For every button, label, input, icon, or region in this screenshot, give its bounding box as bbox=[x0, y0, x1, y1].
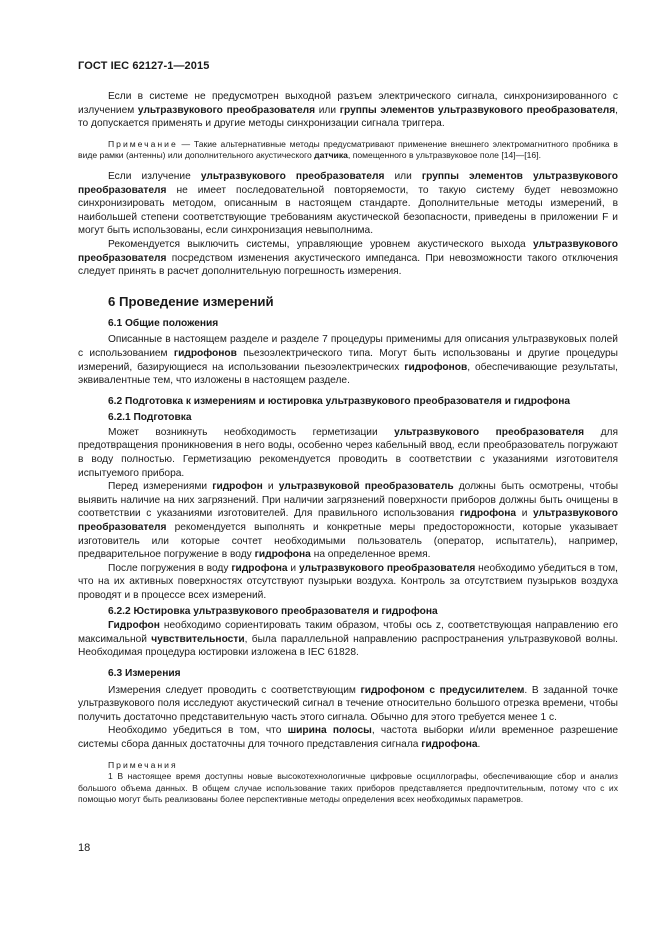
note-label: Примечание bbox=[108, 138, 178, 149]
text-run: , то допускается применять и другие методы синхронизации сигнала триггера. bbox=[78, 104, 618, 130]
text-run: необходимо сориентировать таким образом, чтобы ось z, соответствующая направлению его максимальной bbox=[78, 620, 618, 645]
text-run: и bbox=[262, 481, 279, 493]
bold-term: группы элементов ультразвукового преобразователя bbox=[78, 170, 619, 196]
paragraph-bubbles bbox=[78, 562, 618, 603]
text-run: необходимо убедиться в том, что на их активных поверхностях отсутствуют пузырьки воздуха. Контроль за отсутствием пузырьков воздуха проводят и в процессе всех измерений. bbox=[78, 562, 618, 601]
text-run: 1 В настоящее время доступны новые высокотехнологичные цифровые осциллографы, обеспечивающие сбор и анализ большого объема данных. В общем случае использование таких приборов представляется предпочтительным, потому что с их помощью могут быть реализованы более перспективные методы определения всех необходимых параметров. bbox=[78, 771, 618, 805]
bold-term: ультразвуковой преобразователь bbox=[278, 481, 454, 493]
text-run: рекомендуется выполнять и конкретные меры предосторожности, которые указывает изготовитель или которые сочтет необходимыми пользователь (оператор, испытатель), например, предварительное погружение в воду bbox=[78, 522, 618, 561]
paragraph-disable-systems bbox=[78, 238, 618, 279]
bold-term: ультразвукового преобразователя bbox=[137, 104, 316, 116]
paragraph-bandwidth bbox=[78, 724, 618, 751]
subsection-heading-6-2-2: 6.2.2 Юстировка ультразвукового преобразователя и гидрофона bbox=[108, 605, 438, 617]
subsection-heading-6-1: 6.1 Общие положения bbox=[108, 317, 219, 329]
bold-term: ультразвукового преобразователя bbox=[78, 238, 618, 264]
text-run: Если излучение bbox=[108, 170, 201, 182]
text-run: и bbox=[287, 562, 299, 574]
text-run: посредством изменения акустического импеданса. При невозможности такого отключения следует принять в расчет дополнительную погрешность измерения. bbox=[78, 252, 618, 278]
paragraph-measurements bbox=[78, 684, 618, 725]
text-run: или bbox=[384, 170, 422, 182]
text-run: Описанные в настоящем разделе и разделе 7 процедуры применимы для описания ультразвуковых полей с использованием bbox=[78, 334, 618, 359]
text-run: . В заданной точке ультразвукового поля исследуют акустический сигнал в течение относительно большого отрезка времени, чтобы получить достаточно представительную часть этого сигнала. Обычно для этого требуется менее 1 с. bbox=[78, 684, 618, 723]
bold-term: гидрофонов bbox=[173, 347, 237, 359]
bold-term: гидрофонов bbox=[404, 361, 468, 373]
text-run: , обеспечивающие результаты, эквивалентные тем, что изложены в настоящем разделе. bbox=[78, 361, 618, 387]
bold-term: ультразвукового преобразователя bbox=[394, 426, 585, 438]
section-heading-6: 6 Проведение измерений bbox=[108, 293, 274, 309]
paragraph-no-repeatability bbox=[78, 170, 618, 238]
page-content bbox=[78, 90, 618, 806]
text-run: или bbox=[315, 104, 340, 116]
bold-term: гидрофона bbox=[459, 508, 517, 520]
bold-term: датчика bbox=[314, 150, 348, 161]
bold-term: гидрофона bbox=[254, 549, 311, 561]
text-run: Если в системе не предусмотрен выходной разъем электрического сигнала, синхронизированного с излучением bbox=[78, 91, 618, 116]
text-run: Необходимо убедиться в том, что bbox=[108, 725, 288, 737]
note-oscilloscopes bbox=[78, 771, 618, 806]
bold-term: Гидрофон bbox=[108, 620, 160, 632]
text-run: , была параллельной направлению распространения ультразвуковой волны. Необходимая процедура юстировки изложена в IEC 61828. bbox=[78, 633, 619, 659]
bold-term: гидрофона bbox=[231, 562, 288, 574]
text-run: — Такие альтернативные методы предусматривают применение внешнего электромагнитного пробника в виде рамки (антенны) или дополнительного акустического bbox=[78, 138, 618, 161]
bold-term: ширина полосы bbox=[287, 725, 372, 737]
note-alternative-methods bbox=[78, 139, 618, 162]
text-run: Измерения следует проводить с соответствующим bbox=[108, 684, 361, 696]
page-number: 18 bbox=[78, 842, 91, 854]
text-run: пьезоэлектрического типа. Могут быть использованы и другие процедуры измерений, базирующиеся на использовании пьезоэлектрических bbox=[78, 347, 618, 373]
paragraph-general-provisions bbox=[78, 333, 618, 387]
subsection-heading-6-2-1: 6.2.1 Подготовка bbox=[108, 412, 192, 424]
document-header: ГОСТ IEC 62127-1—2015 bbox=[78, 60, 210, 72]
paragraph-sync-output bbox=[78, 90, 618, 131]
text-run: и bbox=[516, 508, 534, 520]
text-run: , частота выборки и/или временное разрешение системы сбора данных достаточны для точного представления сигнала bbox=[78, 725, 618, 750]
text-run: не имеет последовательной повторяемости, то такую систему будет невозможно синхронизировать методом, описанным в настоящем стандарте. Дополнительные методы измерений, в наибольшей степени соответствующие требованиям акустической безопасности, приведены в приложении F и могут быть использованы, если синхронизация невыполнима. bbox=[78, 184, 618, 237]
notes-heading: Примечания bbox=[108, 759, 178, 770]
bold-term: ультразвукового преобразователя bbox=[298, 562, 476, 574]
text-run: Рекомендуется выключить системы, управляющие уровнем акустического выхода bbox=[108, 238, 534, 250]
bold-term: ультразвукового преобразователя bbox=[78, 508, 618, 534]
text-run: должны быть осмотрены, чтобы выявить наличие на них загрязнений. При наличии загрязнений поверхности приборов должны быть очищены в соответствии с указаниями изготовителей. Для правильного использования bbox=[78, 481, 619, 520]
text-run: . bbox=[477, 738, 481, 750]
paragraph-inspection bbox=[78, 480, 618, 562]
text-run: на определенное время. bbox=[310, 549, 431, 561]
paragraph-sealing bbox=[78, 426, 618, 480]
bold-term: ультразвукового преобразователя bbox=[200, 170, 385, 182]
paragraph-alignment bbox=[78, 619, 618, 660]
subsection-heading-6-2: 6.2 Подготовка к измерениям и юстировка ультразвукового преобразователя и гидрофона bbox=[108, 395, 571, 407]
bold-term: группы элементов ультразвукового преобразователя bbox=[339, 104, 616, 116]
text-run: После погружения в воду bbox=[108, 562, 232, 574]
bold-term: гидрофоном с предусилителем bbox=[360, 684, 525, 696]
text-run: , помещенного в ультразвуковое поле [14]—[16]. bbox=[347, 150, 541, 161]
text-run: Перед измерениями bbox=[108, 481, 213, 493]
text-run: Может возникнуть необходимость герметизации bbox=[108, 426, 395, 438]
bold-term: гидрофона bbox=[421, 738, 478, 750]
bold-term: гидрофон bbox=[212, 481, 263, 493]
text-run: для предотвращения проникновения в него воды, особенно через кабельный ввод, если преобразователь погружают в воду полностью. Герметизацию рекомендуется проводить в соответствии с указаниями изготовителя испытуемого прибора. bbox=[78, 426, 618, 479]
subsection-heading-6-3: 6.3 Измерения bbox=[108, 667, 181, 679]
bold-term: чувствительности bbox=[151, 633, 245, 645]
